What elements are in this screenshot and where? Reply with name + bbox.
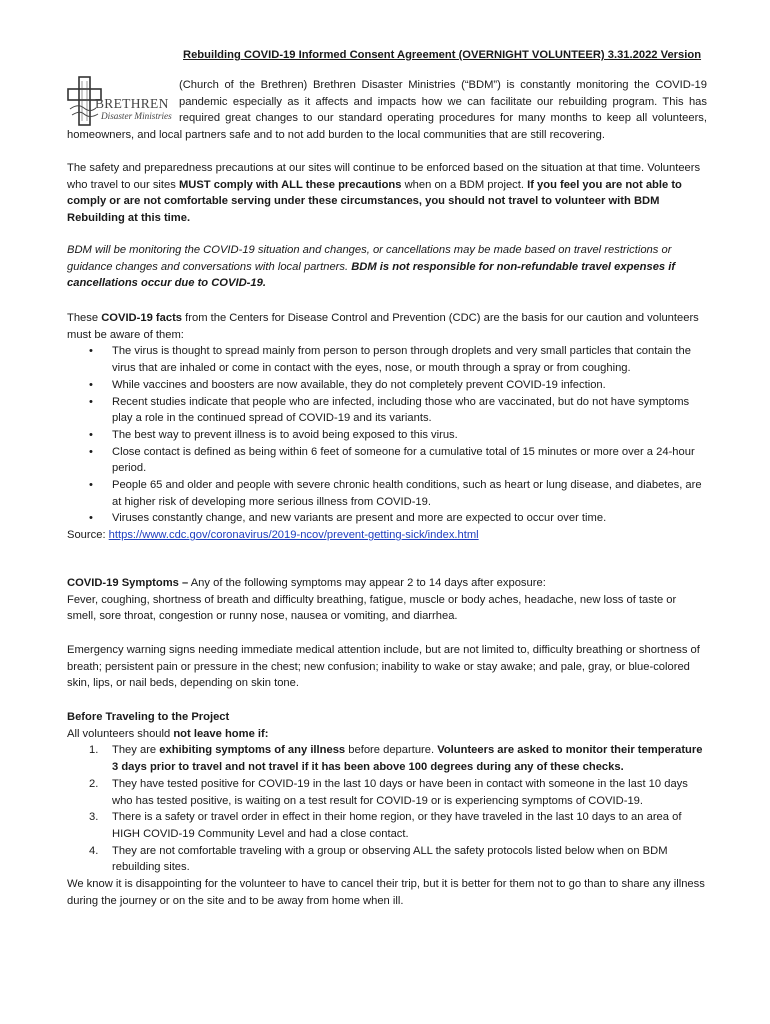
monitoring-paragraph: BDM will be monitoring the COVID-19 situation and changes, or cancellations may be made based on travel restrictions or guidance changes and conversations with local partners. BDM is not responsible for non-refundable travel expenses if cancellations occur due to COVID-19. bbox=[67, 244, 676, 290]
intro-paragraph: (Church of the Brethren) Brethren Disaster Ministries (“BDM”) is constantly monitoring the COVID-19 pandemic especially as it affects and impacts how we can facilitate our rebuilding program. This has required great changes to our standard operating procedures for many months to keep all volunteers, homeowners, and local partners safe and to not add burden to the local communities that are still recovering. bbox=[67, 79, 707, 142]
list-item: • The virus is thought to spread mainly from person to person through droplets and very small particles that contain the virus that are inhaled or come in contact with the eyes, nose, or mouth through a spray or from coughing. bbox=[67, 343, 707, 376]
symptoms-section bbox=[67, 575, 707, 625]
precautions-paragraph: The safety and preparedness precautions at our sites will continue to be enforced based on the situation at that time. Volunteers who travel to our sites MUST comply with ALL these precautions when on a BDM project. If you feel you are not able to comply or are not comfortable serving under these circumstances, you should not travel to volunteer with BDM Rebuilding at this time. bbox=[67, 162, 701, 225]
list-item: • The best way to prevent illness is to avoid being exposed to this virus. bbox=[67, 427, 707, 444]
list-item: • While vaccines and boosters are now available, they do not completely prevent COVID-19 infection. bbox=[67, 377, 707, 394]
list-item: 1. They are exhibiting symptoms of any illness before departure. Volunteers are asked to monitor their temperature 3 days prior to travel and not travel if it has been above 100 degrees during any of these checks. bbox=[89, 744, 703, 774]
monitoring-section bbox=[67, 242, 707, 292]
before-traveling-section bbox=[67, 709, 707, 909]
list-item: • People 65 and older and people with severe chronic health conditions, such as heart or lung disease, and diabetes, are at higher risk of developing more serious illness from COVID-19. bbox=[67, 477, 707, 510]
closing-paragraph: We know it is disappointing for the volunteer to have to cancel their trip, but it is better for them not to go than to share any illness during the journey or on the site and to be away from home when ill. bbox=[67, 878, 705, 907]
document-title: Rebuilding COVID-19 Informed Consent Agreement (OVERNIGHT VOLUNTEER) 3.31.2022 Version bbox=[183, 49, 702, 61]
facts-intro: These COVID-19 facts from the Centers for Disease Control and Prevention (CDC) are the basis for our caution and volunteers must be aware of them: bbox=[67, 312, 699, 341]
svg-text:BRETHREN: BRETHREN bbox=[95, 96, 169, 111]
svg-text:Disaster Ministries: Disaster Ministries bbox=[101, 111, 172, 121]
list-item: 3. There is a safety or travel order in effect in their home region, or they have traveled in the last 10 days to an area of HIGH COVID-19 Community Level and had a close contact. bbox=[89, 811, 682, 840]
covid-facts-section bbox=[67, 310, 707, 544]
cdc-source-link[interactable]: https://www.cdc.gov/coronavirus/2019-ncov/prevent-getting-sick/index.html bbox=[108, 529, 479, 542]
before-traveling-heading: Before Traveling to the Project bbox=[67, 711, 230, 723]
emergency-section bbox=[67, 642, 707, 692]
conditions-list bbox=[67, 742, 707, 876]
intro-section bbox=[67, 77, 707, 144]
list-item: • Recent studies indicate that people who are infected, including those who are vaccinated, but do not have symptoms play a role in the continued spread of COVID-19 and its variants. bbox=[67, 394, 707, 427]
symptoms-list: Fever, coughing, shortness of breath and difficulty breathing, fatigue, muscle or body aches, headache, new loss of taste or smell, sore throat, congestion or runny nose, nausea or vomiting, and diarrhea. bbox=[67, 593, 677, 623]
list-item: • Viruses constantly change, and new variants are present and more are expected to occur over time. bbox=[67, 510, 707, 527]
emergency-paragraph: Emergency warning signs needing immediate medical attention include, but are not limited to, difficulty breathing or shortness of breath; persistent pain or pressure in the chest; new confusion; inability to wake or stay awake; and pale, gray, or blue-colored skin, lips, or nail beds, depending on skin tone. bbox=[67, 644, 700, 690]
before-traveling-intro: All volunteers should not leave home if: bbox=[67, 727, 269, 740]
list-item: 2. They have tested positive for COVID-19 in the last 10 days or have been in contact with someone in the last 10 days who has tested positive, is waiting on a test result for COVID-19 or is experiencing symptoms of COVID-19. bbox=[89, 777, 688, 807]
source-line: Source: https://www.cdc.gov/coronavirus/2019-ncov/prevent-getting-sick/index.html bbox=[67, 529, 479, 542]
list-item: • Close contact is defined as being within 6 feet of someone for a cumulative total of 15 minutes or more over a 24-hour period. bbox=[67, 444, 707, 477]
list-item: 4. They are not comfortable traveling with a group or observing ALL the safety protocols listed below when on BDM rebuilding sites. bbox=[89, 844, 668, 874]
facts-list bbox=[67, 343, 707, 527]
precautions-section bbox=[67, 160, 707, 227]
symptoms-heading-line: COVID-19 Symptoms – Any of the following symptoms may appear 2 to 14 days after exposure: bbox=[67, 577, 546, 589]
